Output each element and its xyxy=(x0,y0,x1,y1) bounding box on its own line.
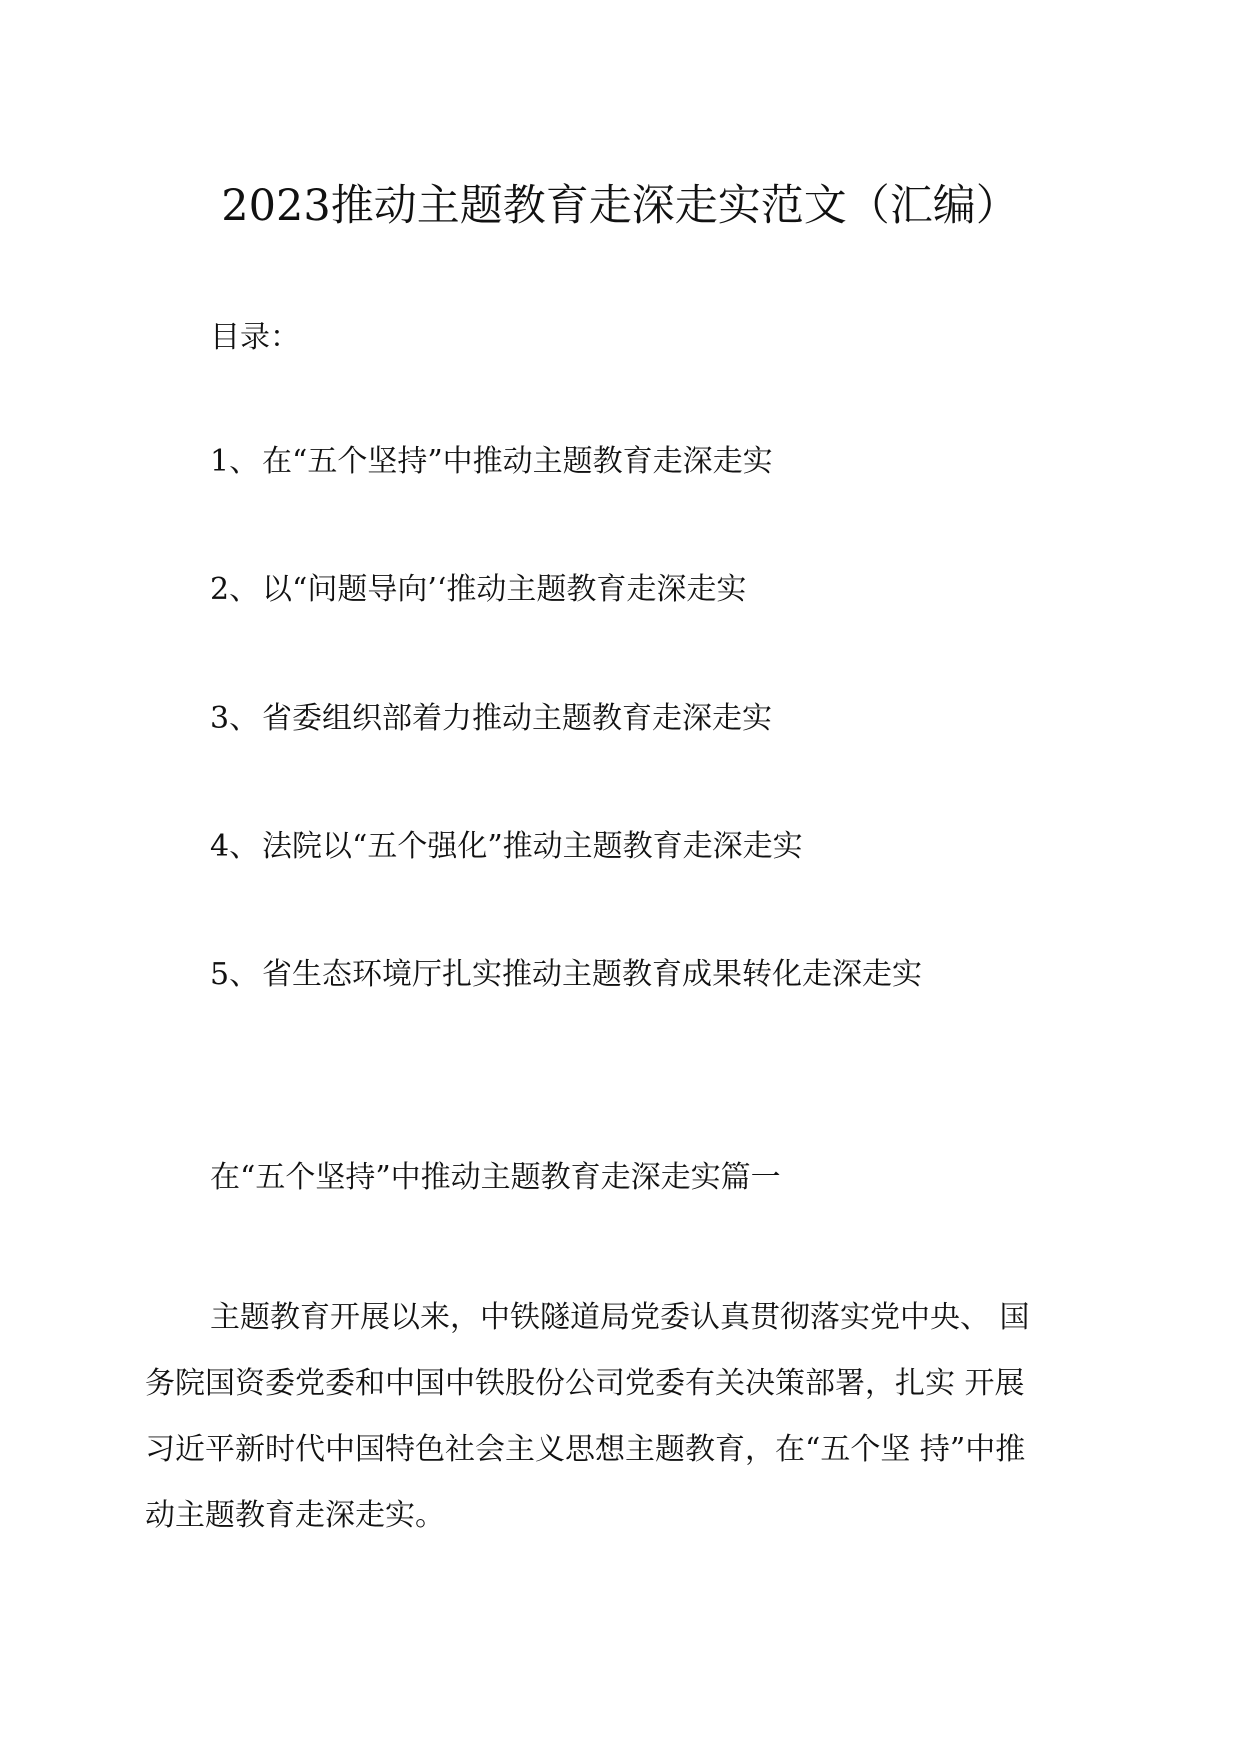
toc-item-number: 2、 xyxy=(210,572,260,607)
paragraph-line: 主题教育开展以来，中铁隧道局党委认真贯彻落实党中央、 国 xyxy=(210,1300,1030,1335)
toc-item xyxy=(210,699,772,739)
toc-item xyxy=(210,827,803,867)
toc-heading: 目录： xyxy=(210,320,300,355)
toc-item-number: 5、 xyxy=(210,957,260,992)
section-heading: 在“五个坚持”中推动主题教育走深走实篇一 xyxy=(210,1160,781,1195)
toc-item xyxy=(210,570,746,610)
toc-item-number: 4、 xyxy=(210,829,260,864)
toc-item-number: 3、 xyxy=(210,701,260,736)
paragraph-line: 动主题教育走深走实。 xyxy=(145,1498,445,1533)
toc-item xyxy=(210,442,773,482)
paragraph-line: 务院国资委党委和中国中铁股份公司党委有关决策部署，扎实 开展 xyxy=(145,1366,1025,1401)
toc-item-text: 以“问题导向’‘推动主题教育走深走实 xyxy=(262,572,747,607)
paragraph-line: 习近平新时代中国特色社会主义思想主题教育，在“五个坚 持”中推 xyxy=(145,1432,1026,1467)
toc-item xyxy=(210,955,922,995)
toc-item-text: 省委组织部着力推动主题教育走深走实 xyxy=(262,701,772,736)
body-paragraph xyxy=(145,1285,1095,1549)
toc-item-text: 省生态环境厅扎实推动主题教育成果转化走深走实 xyxy=(262,957,922,992)
document-title: 2023推动主题教育走深走实范文（汇编） xyxy=(221,181,1019,231)
toc-item-text: 法院以“五个强化”推动主题教育走深走实 xyxy=(262,829,803,864)
toc-item-text: 在“五个坚持”中推动主题教育走深走实 xyxy=(262,444,773,479)
toc-item-number: 1、 xyxy=(210,444,260,479)
